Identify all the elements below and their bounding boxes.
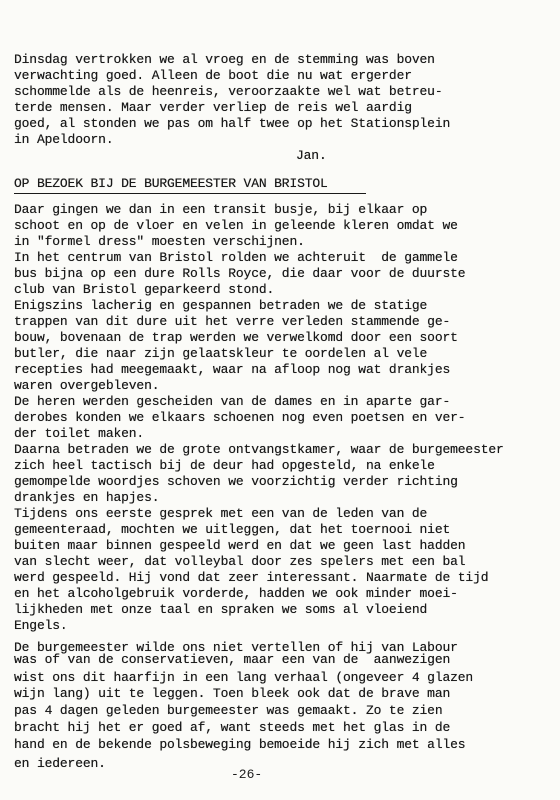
body-line: bracht hij het er goed af, want steeds met het glas in de xyxy=(14,720,451,735)
body-line: werd gespeeld. Hij vond dat zeer interessant. Naarmate de tijd xyxy=(14,570,489,585)
body-line: lijkheden met onze taal en spraken we soms al vloeiend xyxy=(14,602,428,617)
signature: Jan. xyxy=(296,148,327,163)
body-line: waren overgebleven. xyxy=(14,378,160,393)
body-line: der toilet maken. xyxy=(14,426,145,441)
body-line: De heren werden gescheiden van de dames en in aparte gar- xyxy=(14,394,451,409)
body-line: In het centrum van Bristol rolden we achteruit de gammele xyxy=(14,250,458,265)
body-line: Daarna betraden we de grote ontvangstkamer, waar de burgemeester xyxy=(14,442,504,457)
body-line: was of van de conservatieven, maar een van de aanwezigen xyxy=(14,652,451,667)
intro-line: schommelde als de heenreis, veroorzaakte wel wat betreu- xyxy=(14,84,443,99)
body-line: van slecht weer, dat volleybal door zes spelers met een bal xyxy=(14,554,466,569)
body-line: pas 4 dagen geleden burgemeester was gemaakt. Zo te zien xyxy=(14,703,443,718)
body-line: trappen van dit dure uit het verre verleden stammende ge- xyxy=(14,314,451,329)
body-line: wist ons dit haarfijn in een lang verhaal (ongeveer 4 glazen xyxy=(14,670,474,685)
section-heading: OP BEZOEK BIJ DE BURGEMEESTER VAN BRISTOL xyxy=(14,176,328,191)
intro-line: verwachting goed. Alleen de boot die nu wat ergerder xyxy=(14,68,412,83)
page-number: -26- xyxy=(231,767,263,782)
intro-line: goed, al stonden we pas om half twee op het Stationsplein xyxy=(14,116,451,131)
body-line: gemompelde woordjes schoven we voorzichtig verder richting xyxy=(14,474,458,489)
body-line: en het alcoholgebruik vorderde, hadden we ook minder moei- xyxy=(14,586,458,601)
body-line: Tijdens ons eerste gesprek met een van de leden van de xyxy=(14,506,428,521)
body-line: recepties had meegemaakt, waar na afloop nog wat drankjes xyxy=(14,362,451,377)
body-line: Enigszins lacherig en gespannen betraden we de statige xyxy=(14,298,428,313)
body-line: butler, die naar zijn gelaatskleur te oordelen al vele xyxy=(14,346,428,361)
body-line: De burgemeester wilde ons niet vertellen of hij van Labour xyxy=(14,640,458,655)
body-line: club van Bristol geparkeerd stond. xyxy=(14,282,275,297)
body-line: drankjes en hapjes. xyxy=(14,490,160,505)
body-line: Engels. xyxy=(14,618,68,633)
body-line: zich heel tactisch bij de deur had opgesteld, na enkele xyxy=(14,458,435,473)
body-line: bus bijna op een dure Rolls Royce, die daar voor de duurste xyxy=(14,266,466,281)
body-line: hand en de bekende polsbeweging bemoeide hij zich met alles xyxy=(14,737,466,752)
intro-line: in Apeldoorn. xyxy=(14,132,114,147)
body-line: derobes konden we elkaars schoenen nog even poetsen en ver- xyxy=(14,410,466,425)
body-line: Daar gingen we dan in een transit busje, bij elkaar op xyxy=(14,202,428,217)
body-line: en iedereen. xyxy=(14,756,106,771)
heading-underline xyxy=(14,193,366,194)
body-line: wijn lang) uit te leggen. Toen bleek ook dat de brave man xyxy=(14,686,451,701)
body-line: gemeenteraad, mochten we uitleggen, dat het toernooi niet xyxy=(14,522,451,537)
body-line: buiten maar binnen gespeeld werd en dat we geen last hadden xyxy=(14,538,466,553)
body-line: bouw, bovenaan de trap werden we verwelkomd door een soort xyxy=(14,330,458,345)
intro-line: terde mensen. Maar verder verliep de reis wel aardig xyxy=(14,100,412,115)
body-line: schoot en op de vloer en velen in geleende kleren omdat we xyxy=(14,218,458,233)
body-line: in "formel dress" moesten verschijnen. xyxy=(14,234,305,249)
intro-line: Dinsdag vertrokken we al vroeg en de stemming was boven xyxy=(14,52,435,67)
